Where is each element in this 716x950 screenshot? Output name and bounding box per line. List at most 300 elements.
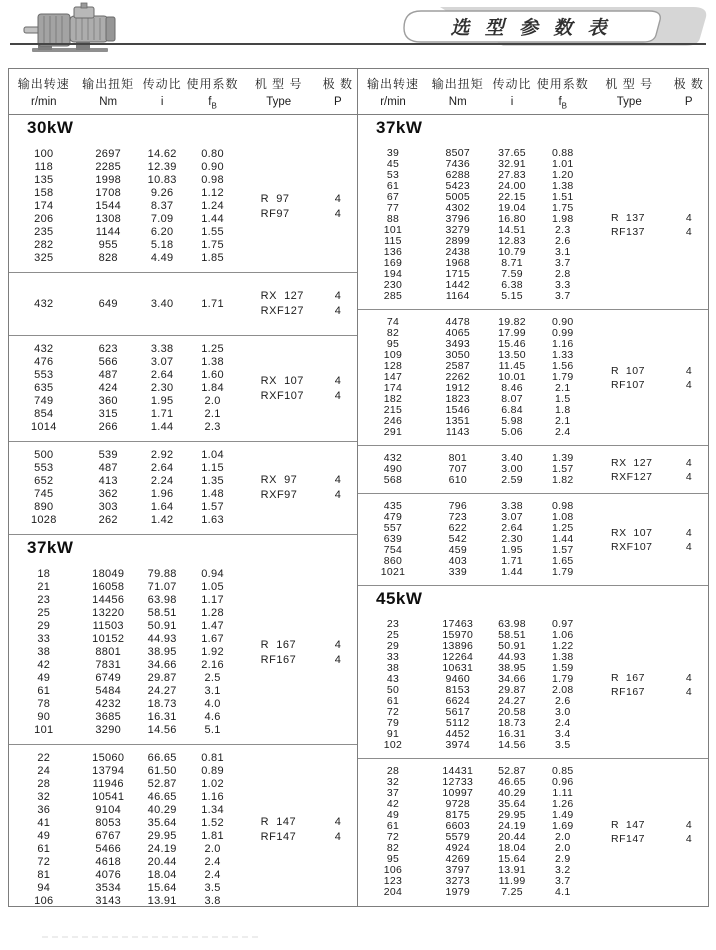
cell-ratio: 35.64 — [498, 798, 526, 810]
cell-ratio: 38.95 — [498, 662, 526, 674]
cell-factor: 1.63 — [201, 514, 224, 526]
cell-factor: 3.8 — [204, 895, 221, 906]
cell-torque: 16058 — [92, 581, 125, 593]
cell-torque: 3974 — [445, 739, 471, 751]
cell-torque: 3796 — [445, 213, 471, 225]
cell-speed: 72 — [37, 856, 51, 868]
cell-factor: 1.38 — [551, 180, 574, 192]
cell-ratio: 1.44 — [150, 421, 174, 433]
cell-factor: 1.69 — [551, 820, 574, 832]
cell-ratio: 1.71 — [501, 555, 523, 567]
col-header-poles: 极 数 P — [322, 77, 353, 108]
table-row — [9, 672, 239, 685]
table-row — [9, 659, 239, 672]
cell-torque: 955 — [98, 239, 118, 251]
cell-factor: 2.0 — [204, 395, 221, 407]
cell-speed: 23 — [37, 594, 51, 606]
cell-factor: 1.35 — [201, 475, 224, 487]
type-labels — [589, 818, 670, 846]
cell-torque: 3050 — [445, 349, 471, 361]
cell-factor: 1.60 — [201, 369, 224, 381]
poles — [670, 526, 709, 554]
group-rows — [9, 148, 239, 265]
table-row — [9, 856, 239, 869]
cell-speed: 745 — [34, 488, 54, 500]
cell-torque: 1164 — [445, 290, 470, 302]
cell-speed: 106 — [383, 864, 403, 876]
cell-torque: 12733 — [442, 776, 474, 788]
cell-factor: 1.44 — [201, 213, 224, 225]
cell-ratio: 29.87 — [498, 684, 526, 696]
cell-factor: 3.3 — [555, 279, 571, 291]
cell-factor: 1.75 — [551, 202, 574, 214]
cell-factor: 1.79 — [551, 673, 574, 685]
cell-torque: 9104 — [95, 804, 122, 816]
type-group — [358, 309, 708, 445]
table-row — [358, 887, 589, 898]
cell-factor: 2.9 — [555, 853, 571, 865]
cell-ratio: 46.65 — [147, 791, 177, 803]
cell-speed: 79 — [386, 717, 400, 729]
poles-value: 4 — [685, 526, 692, 539]
cell-factor: 1.79 — [551, 566, 574, 578]
cell-ratio: 79.88 — [147, 568, 177, 580]
cell-torque: 362 — [98, 488, 118, 500]
col-header-speed: 输出转速 r/min — [366, 77, 419, 108]
cell-torque: 723 — [448, 511, 467, 523]
cell-factor: 2.16 — [201, 659, 224, 671]
cell-ratio: 1.42 — [150, 514, 174, 526]
cell-factor: 1.49 — [551, 809, 574, 821]
table-row — [9, 449, 239, 462]
cell-torque: 3493 — [445, 338, 471, 350]
cell-speed: 128 — [383, 360, 403, 372]
cell-torque: 424 — [98, 382, 118, 394]
cell-speed: 118 — [34, 161, 53, 173]
cell-speed: 432 — [34, 343, 54, 355]
table-row — [9, 895, 239, 906]
cell-factor: 2.6 — [555, 695, 571, 707]
cell-speed: 182 — [383, 393, 403, 405]
cell-speed: 72 — [386, 706, 400, 718]
cell-factor: 2.4 — [204, 869, 221, 881]
cell-ratio: 1.96 — [150, 488, 174, 500]
table-row — [9, 646, 239, 659]
table-row — [9, 501, 239, 514]
cell-ratio: 2.92 — [150, 449, 174, 461]
table-row — [9, 298, 239, 311]
cell-speed: 82 — [386, 842, 400, 854]
cell-torque: 15060 — [92, 752, 125, 764]
cell-speed: 38 — [386, 662, 400, 674]
cell-torque: 2285 — [95, 161, 122, 173]
cell-factor: 0.98 — [201, 174, 224, 186]
cell-ratio: 8.46 — [501, 382, 523, 394]
group-rows — [9, 568, 239, 737]
cell-torque: 4478 — [445, 316, 471, 328]
cell-factor: 1.57 — [201, 501, 224, 513]
cell-torque: 10152 — [92, 633, 125, 645]
cell-factor: 1.34 — [201, 804, 224, 816]
cell-ratio: 6.20 — [150, 226, 174, 238]
cell-ratio: 1.95 — [150, 395, 174, 407]
type-label: RF107 — [611, 378, 646, 391]
cell-speed: 490 — [383, 463, 403, 475]
table-row — [9, 514, 239, 527]
table-row — [9, 581, 239, 594]
cell-factor: 1.55 — [201, 226, 224, 238]
cell-ratio: 61.50 — [147, 765, 177, 777]
cell-factor: 1.65 — [551, 555, 574, 567]
cell-factor: 1.84 — [201, 382, 224, 394]
cell-ratio: 63.98 — [147, 594, 177, 606]
cell-factor: 4.6 — [204, 711, 221, 723]
cell-torque: 5484 — [95, 685, 122, 697]
cell-factor: 2.4 — [555, 717, 571, 729]
cell-factor: 1.57 — [551, 544, 574, 556]
cell-factor: 1.5 — [555, 393, 571, 405]
cell-speed: 61 — [386, 180, 400, 192]
group-rows — [9, 752, 239, 906]
cell-speed: 169 — [383, 257, 403, 269]
poles-value: 4 — [685, 819, 692, 831]
poles-value: 4 — [334, 192, 341, 205]
cell-speed: 246 — [383, 415, 403, 427]
type-label: R 107 — [611, 364, 645, 377]
cell-ratio: 7.09 — [150, 213, 174, 225]
poles-value: 4 — [685, 378, 692, 391]
cell-factor: 0.98 — [551, 500, 574, 512]
cell-ratio: 5.15 — [501, 290, 523, 302]
cell-torque: 8053 — [95, 817, 122, 829]
cell-ratio: 6.84 — [501, 404, 523, 416]
cell-ratio: 58.51 — [498, 629, 526, 641]
cell-speed: 33 — [37, 633, 51, 645]
cell-factor: 1.16 — [551, 338, 574, 350]
cell-torque: 487 — [98, 369, 118, 381]
table-body-right — [358, 115, 708, 905]
cell-factor: 2.3 — [555, 224, 571, 236]
cell-speed: 1021 — [380, 566, 406, 578]
cell-torque: 2899 — [445, 235, 471, 247]
table-row — [9, 148, 239, 161]
cell-torque: 1979 — [445, 886, 471, 898]
cell-speed: 74 — [386, 316, 400, 328]
cell-factor: 0.80 — [201, 148, 224, 160]
table-row — [9, 239, 239, 252]
cell-factor: 0.85 — [551, 765, 574, 777]
cell-torque: 1968 — [445, 257, 471, 269]
poles-value: 4 — [685, 456, 692, 469]
cell-speed: 49 — [37, 830, 51, 842]
cell-torque: 1546 — [445, 404, 471, 416]
cell-ratio: 24.00 — [498, 180, 526, 192]
cell-torque: 622 — [448, 522, 467, 534]
type-label: RXF97 — [260, 489, 298, 501]
cell-factor: 1.28 — [201, 607, 224, 619]
cell-torque: 6603 — [445, 820, 471, 832]
cell-factor: 1.39 — [551, 452, 574, 464]
table-row — [9, 724, 239, 737]
cell-speed: 61 — [37, 685, 51, 697]
cell-speed: 432 — [383, 452, 403, 464]
poles-value: 4 — [685, 540, 692, 553]
cell-torque: 18049 — [92, 568, 125, 580]
cell-torque: 1144 — [95, 226, 121, 238]
cell-ratio: 34.66 — [147, 659, 177, 671]
cell-torque: 5579 — [445, 831, 471, 843]
cell-ratio: 37.65 — [498, 147, 526, 159]
cell-speed: 230 — [383, 279, 403, 291]
cell-factor: 1.85 — [201, 252, 224, 264]
cell-ratio: 3.38 — [501, 500, 523, 512]
cell-ratio: 2.64 — [150, 462, 174, 474]
cell-torque: 2262 — [445, 371, 471, 383]
cell-torque: 3685 — [95, 711, 122, 723]
poles — [319, 192, 357, 222]
cell-speed: 479 — [383, 511, 403, 523]
table-row — [9, 226, 239, 239]
cell-torque: 10997 — [442, 787, 474, 799]
cell-speed: 61 — [386, 695, 400, 707]
cell-torque: 9728 — [445, 798, 471, 810]
table-row — [9, 568, 239, 581]
cell-ratio: 5.18 — [150, 239, 174, 251]
cell-speed: 61 — [386, 820, 400, 832]
cell-speed: 147 — [383, 371, 403, 383]
cell-factor: 1.25 — [201, 343, 224, 355]
cell-torque: 1715 — [445, 268, 471, 280]
cell-speed: 88 — [386, 213, 400, 225]
cell-torque: 303 — [98, 501, 118, 513]
cell-speed: 53 — [386, 169, 400, 181]
cell-factor: 1.22 — [551, 640, 574, 652]
cell-ratio: 38.95 — [147, 646, 177, 658]
cell-speed: 91 — [386, 728, 400, 740]
type-labels — [239, 473, 319, 503]
poles-value: 4 — [685, 470, 692, 483]
cell-torque: 3290 — [95, 724, 122, 736]
poles-value: 4 — [334, 816, 341, 828]
type-group — [9, 441, 357, 534]
cell-factor: 4.1 — [555, 886, 571, 898]
cell-factor: 3.7 — [555, 290, 571, 302]
cell-torque: 266 — [98, 421, 118, 433]
group-rows — [358, 501, 589, 578]
type-label: RXF127 — [260, 305, 305, 317]
cell-ratio: 18.04 — [147, 869, 177, 881]
cell-speed: 854 — [34, 408, 54, 420]
cell-factor: 2.3 — [204, 421, 221, 433]
cell-factor: 1.92 — [201, 646, 224, 658]
cell-ratio: 10.01 — [498, 371, 526, 383]
type-labels — [589, 671, 670, 699]
table-row — [9, 408, 239, 421]
cell-ratio: 24.27 — [498, 695, 526, 707]
cell-speed: 45 — [386, 158, 400, 170]
cell-speed: 100 — [34, 148, 54, 160]
cell-ratio: 29.95 — [147, 830, 177, 842]
type-labels — [239, 289, 319, 319]
cell-ratio: 3.38 — [150, 343, 174, 355]
cell-speed: 652 — [34, 475, 54, 487]
cell-torque: 17463 — [442, 618, 474, 630]
cell-speed: 36 — [37, 804, 51, 816]
cell-ratio: 2.30 — [150, 382, 174, 394]
table-row — [9, 161, 239, 174]
group-rows — [358, 619, 589, 751]
type-label: R 137 — [611, 212, 645, 224]
table-row — [9, 421, 239, 434]
cell-factor: 2.0 — [204, 843, 221, 855]
cell-ratio: 50.91 — [498, 640, 526, 652]
cell-ratio: 5.98 — [501, 415, 523, 427]
poles-value: 4 — [334, 305, 341, 317]
cell-speed: 72 — [386, 831, 400, 843]
cell-speed: 21 — [37, 581, 51, 593]
cell-ratio: 18.73 — [498, 717, 526, 729]
table-panel-left — [9, 69, 358, 906]
cell-torque: 5617 — [445, 706, 471, 718]
cell-torque: 13896 — [442, 640, 474, 652]
cell-speed: 41 — [37, 817, 51, 829]
type-group — [358, 445, 708, 493]
cell-ratio: 1.95 — [501, 544, 523, 556]
cell-ratio: 8.71 — [501, 257, 523, 269]
table-row — [9, 791, 239, 804]
cell-factor: 0.89 — [201, 765, 224, 777]
section-title: 37kW — [9, 534, 357, 561]
cell-speed: 33 — [386, 651, 400, 663]
cell-torque: 8175 — [445, 809, 471, 821]
cell-torque: 3534 — [95, 882, 122, 894]
cell-speed: 38 — [37, 646, 51, 658]
cell-torque: 707 — [448, 463, 467, 475]
cell-torque: 339 — [448, 566, 467, 578]
cell-torque: 7831 — [95, 659, 122, 671]
group-rows — [358, 453, 589, 486]
cell-speed: 194 — [383, 268, 403, 280]
group-rows — [9, 343, 239, 434]
cell-speed: 94 — [37, 882, 51, 894]
table-row — [9, 475, 239, 488]
cell-speed: 754 — [383, 544, 403, 556]
cell-factor: 2.0 — [555, 842, 571, 854]
cell-speed: 115 — [384, 235, 402, 247]
cell-speed: 206 — [34, 213, 54, 225]
cell-ratio: 27.83 — [498, 169, 526, 181]
cell-torque: 262 — [98, 514, 118, 526]
cell-ratio: 14.51 — [498, 224, 526, 236]
cell-factor: 3.5 — [204, 882, 221, 894]
cell-factor: 0.90 — [551, 316, 574, 328]
cell-torque: 4452 — [445, 728, 471, 740]
table-row — [9, 607, 239, 620]
cell-torque: 8801 — [95, 646, 122, 658]
cell-factor: 2.1 — [555, 382, 571, 394]
cell-factor: 2.8 — [555, 268, 571, 280]
cell-speed: 42 — [37, 659, 51, 671]
group-rows — [9, 298, 239, 311]
cell-torque: 6624 — [445, 695, 471, 707]
cell-torque: 459 — [448, 544, 467, 556]
cell-torque: 3273 — [445, 875, 471, 887]
cell-speed: 25 — [386, 629, 400, 641]
cell-speed: 32 — [386, 776, 400, 788]
cell-ratio: 7.59 — [501, 268, 523, 280]
cell-torque: 15970 — [442, 629, 474, 641]
type-group — [9, 141, 357, 272]
table-row — [9, 752, 239, 765]
cell-torque: 14431 — [442, 765, 474, 777]
cell-factor: 1.02 — [201, 778, 224, 790]
cell-ratio: 71.07 — [147, 581, 177, 593]
cell-torque: 4302 — [445, 202, 471, 214]
cell-ratio: 35.64 — [147, 817, 177, 829]
cell-torque: 2587 — [445, 360, 471, 372]
cell-ratio: 3.07 — [150, 356, 174, 368]
cell-speed: 37 — [386, 787, 400, 799]
type-labels — [589, 456, 670, 484]
poles-value: 4 — [334, 389, 341, 402]
cell-torque: 1998 — [95, 174, 122, 186]
table-row — [9, 356, 239, 369]
col-header-factor: 使用系数 $f_B$ — [186, 77, 239, 111]
cell-ratio: 58.51 — [147, 607, 177, 619]
cell-ratio: 18.04 — [498, 842, 526, 854]
cell-speed: 22 — [37, 752, 51, 764]
cell-torque: 4065 — [445, 327, 471, 339]
cell-factor: 2.1 — [555, 415, 571, 427]
cell-factor: 1.38 — [201, 356, 224, 368]
cell-ratio: 24.27 — [147, 685, 177, 697]
type-label: RF167 — [611, 686, 646, 698]
cell-speed: 29 — [386, 640, 400, 652]
cell-ratio: 8.07 — [501, 393, 523, 405]
cell-ratio: 66.65 — [147, 752, 177, 764]
cell-ratio: 29.95 — [498, 809, 526, 821]
poles-value: 4 — [334, 638, 341, 651]
cell-ratio: 32.91 — [498, 158, 526, 170]
cell-torque: 5005 — [445, 191, 471, 203]
table-row — [9, 869, 239, 882]
poles-value: 4 — [334, 489, 341, 501]
poles-value: 4 — [334, 374, 341, 387]
cell-factor: 1.17 — [201, 594, 224, 606]
cell-factor: 1.51 — [551, 191, 574, 203]
type-label: RX 107 — [260, 374, 304, 387]
cell-speed: 18 — [37, 568, 51, 580]
poles-value: 4 — [685, 364, 692, 377]
cell-torque: 13220 — [92, 607, 125, 619]
type-group — [358, 612, 708, 758]
cell-factor: 0.97 — [551, 618, 574, 630]
cell-factor: 3.7 — [555, 875, 571, 887]
cell-torque: 1442 — [445, 279, 471, 291]
cell-ratio: 15.64 — [498, 853, 526, 865]
cell-torque: 3279 — [445, 224, 471, 236]
cell-ratio: 2.64 — [501, 522, 523, 534]
cell-ratio: 1.44 — [501, 566, 523, 578]
cell-torque: 1308 — [95, 213, 122, 225]
cell-factor: 1.04 — [201, 449, 224, 461]
cell-speed: 67 — [386, 191, 400, 203]
cell-torque: 623 — [98, 343, 118, 355]
table-row — [358, 291, 589, 302]
cell-ratio: 24.19 — [147, 843, 177, 855]
type-label: RF147 — [260, 831, 297, 843]
cell-torque: 4924 — [445, 842, 471, 854]
